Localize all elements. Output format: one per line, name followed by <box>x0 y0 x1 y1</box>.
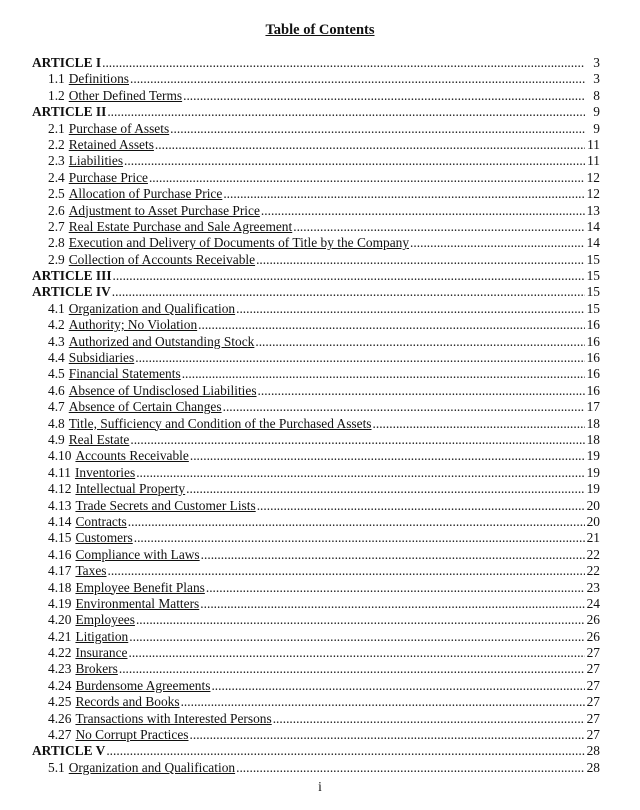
toc-section-entry[interactable] <box>32 760 600 776</box>
toc-page-number: 28 <box>586 759 600 775</box>
toc-section-number: 4.13 <box>48 497 72 513</box>
toc-section-entry[interactable] <box>32 612 600 628</box>
toc-section-entry[interactable] <box>32 121 600 137</box>
dot-leader <box>155 137 585 153</box>
dot-leader <box>136 612 585 628</box>
toc-section-number: 4.5 <box>48 366 65 382</box>
toc-page-number: 14 <box>586 218 600 234</box>
toc-section-entry[interactable] <box>32 727 600 743</box>
toc-section-link[interactable]: Liabilities <box>68 153 124 169</box>
toc-page-number: 27 <box>586 661 600 677</box>
toc-section-link[interactable]: Organization and Qualification <box>68 759 236 775</box>
toc-section-link[interactable]: Other Defined Terms <box>68 87 183 103</box>
toc-section-link[interactable]: Collection of Accounts Receivable <box>68 251 256 267</box>
toc-page-number: 16 <box>586 333 600 349</box>
toc-section-link[interactable]: Brokers <box>75 661 118 677</box>
toc-section-link[interactable]: Trade Secrets and Customer Lists <box>75 497 256 513</box>
toc-section-entry[interactable] <box>32 432 600 448</box>
toc-section-entry[interactable] <box>32 465 600 481</box>
toc-page-number: 27 <box>586 710 600 726</box>
toc-section-entry[interactable] <box>32 563 600 579</box>
toc-section-link[interactable]: Taxes <box>75 563 107 579</box>
toc-page-number: 12 <box>586 186 600 202</box>
toc-section-entry[interactable] <box>32 629 600 645</box>
toc-page-number: 18 <box>586 431 600 447</box>
toc-page-number: 3 <box>593 55 600 70</box>
toc-section-number: 4.12 <box>48 481 72 497</box>
dot-leader <box>102 55 585 71</box>
toc-page-number: 20 <box>586 497 600 513</box>
toc-article-entry[interactable] <box>32 55 600 71</box>
toc-section-link[interactable]: Organization and Qualification <box>68 300 236 316</box>
toc-section-link[interactable]: Definitions <box>68 71 130 87</box>
toc-section-link[interactable]: Execution and Delivery of Documents of Title by the Company <box>68 235 410 251</box>
toc-section-entry[interactable] <box>32 252 600 268</box>
toc-page-number: 23 <box>586 579 600 595</box>
toc-section-link[interactable]: Employees <box>75 612 135 628</box>
toc-article-label: ARTICLE IV <box>32 284 111 300</box>
toc-page-number: 22 <box>586 563 600 579</box>
toc-page-number: 19 <box>586 464 600 480</box>
toc-section-entry[interactable] <box>32 645 600 661</box>
toc-page-number: 19 <box>586 448 600 464</box>
dot-leader <box>135 350 585 366</box>
toc-section-link[interactable]: Subsidiaries <box>68 350 135 366</box>
toc-section-number: 4.14 <box>48 513 72 529</box>
dot-leader <box>190 727 586 743</box>
toc-section-entry[interactable] <box>32 203 600 219</box>
toc-page-number: 24 <box>586 595 600 611</box>
toc-section-number: 4.22 <box>48 645 72 661</box>
dot-leader <box>201 547 585 563</box>
toc-section-number: 2.5 <box>48 186 65 202</box>
toc-article-entry[interactable] <box>32 268 600 284</box>
toc-section-entry[interactable] <box>32 88 600 104</box>
toc-section-number: 4.19 <box>48 595 72 611</box>
dot-leader <box>257 498 585 514</box>
toc-section-number: 4.11 <box>48 464 71 480</box>
dot-leader <box>198 317 585 333</box>
toc-page-number: 18 <box>586 415 600 431</box>
toc-page-number: 15 <box>586 268 600 284</box>
toc-page-number: 27 <box>586 645 600 661</box>
dot-leader <box>113 268 585 284</box>
toc-section-link[interactable]: Burdensome Agreements <box>75 677 211 693</box>
dot-leader <box>106 743 585 759</box>
toc-section-link[interactable]: Financial Statements <box>68 366 181 382</box>
toc-page-number: 27 <box>586 694 600 710</box>
dot-leader <box>129 629 585 645</box>
dot-leader <box>130 71 585 87</box>
dot-leader <box>107 563 585 579</box>
dot-leader <box>112 284 585 300</box>
dot-leader <box>206 580 585 596</box>
toc-section-number: 4.16 <box>48 546 72 562</box>
dot-leader <box>124 153 585 169</box>
toc-section-number: 5.1 <box>48 759 65 775</box>
toc-page-number: 27 <box>586 677 600 693</box>
dot-leader <box>170 121 585 137</box>
toc-section-entry[interactable] <box>32 301 600 317</box>
toc-section-number: 4.6 <box>48 382 65 398</box>
toc-page-number: 13 <box>586 202 600 218</box>
dot-leader <box>183 88 585 104</box>
toc-section-link[interactable]: Transactions with Interested Persons <box>75 710 272 726</box>
dot-leader <box>236 760 585 776</box>
toc-section-number: 4.10 <box>48 448 72 464</box>
dot-leader <box>149 170 585 186</box>
dot-leader <box>128 514 585 530</box>
toc-section-entry[interactable] <box>32 170 600 186</box>
toc-section-entry[interactable] <box>32 71 600 87</box>
toc-section-link[interactable]: Authority; No Violation <box>68 317 198 333</box>
toc-section-link[interactable]: Records and Books <box>75 694 180 710</box>
toc-page-number: 9 <box>593 120 600 136</box>
dot-leader <box>373 416 585 432</box>
toc-page-number: 11 <box>587 136 600 152</box>
toc-article-label: ARTICLE II <box>32 104 107 120</box>
toc-article-entry[interactable] <box>32 104 600 120</box>
toc-section-entry[interactable] <box>32 514 600 530</box>
dot-leader <box>190 448 585 464</box>
dot-leader <box>255 334 585 350</box>
toc-page-number: 28 <box>586 743 600 759</box>
toc-section-link[interactable]: Absence of Certain Changes <box>68 399 222 415</box>
toc-section-entry[interactable] <box>32 399 600 415</box>
page-title: Table of Contents <box>265 22 375 38</box>
dot-leader <box>273 711 585 727</box>
toc-section-link[interactable]: Environmental Matters <box>75 595 200 611</box>
toc-page-number: 15 <box>586 284 600 300</box>
toc-section-number: 2.7 <box>48 218 65 234</box>
toc-page-number: 8 <box>593 87 600 103</box>
toc-section-number: 2.9 <box>48 251 65 267</box>
toc-section-entry[interactable] <box>32 596 600 612</box>
toc-article-entry[interactable] <box>32 743 600 759</box>
toc-page-number: 3 <box>593 71 600 87</box>
toc-page-number: 15 <box>586 251 600 267</box>
toc-article-label: ARTICLE I <box>32 55 102 70</box>
toc-page-number: 26 <box>586 628 600 644</box>
toc-section-link[interactable]: Adjustment to Asset Purchase Price <box>68 202 260 218</box>
page-number-footer: i <box>318 779 322 794</box>
toc-section-number: 4.3 <box>48 333 65 349</box>
toc-section-number: 2.8 <box>48 235 65 251</box>
toc-section-link[interactable]: Real Estate <box>68 431 130 447</box>
toc-page-number: 17 <box>586 399 600 415</box>
toc-section-link[interactable]: Accounts Receivable <box>75 448 189 464</box>
toc-section-number: 4.21 <box>48 628 72 644</box>
toc-section-number: 4.9 <box>48 431 65 447</box>
toc-section-number: 4.23 <box>48 661 72 677</box>
toc-section-link[interactable]: Real Estate Purchase and Sale Agreement <box>68 218 293 234</box>
toc-section-link[interactable]: Title, Sufficiency and Condition of the Purchased Assets <box>68 415 372 431</box>
toc-section-number: 1.1 <box>48 71 65 87</box>
dot-leader <box>182 366 585 382</box>
toc-section-number: 2.1 <box>48 120 65 136</box>
toc-section-link[interactable]: Purchase of Assets <box>68 120 170 136</box>
toc-section-number: 4.7 <box>48 399 65 415</box>
toc-section-link[interactable]: Intellectual Property <box>75 481 186 497</box>
dot-leader <box>200 596 585 612</box>
toc-section-link[interactable]: Retained Assets <box>68 136 154 152</box>
toc-section-number: 4.18 <box>48 579 72 595</box>
toc-section-link[interactable]: Absence of Undisclosed Liabilities <box>68 382 257 398</box>
toc-section-entry[interactable] <box>32 317 600 333</box>
toc-section-number: 4.24 <box>48 677 72 693</box>
dot-leader <box>236 301 585 317</box>
toc-page-number: 12 <box>586 169 600 185</box>
dot-leader <box>130 432 585 448</box>
toc-article-label: ARTICLE III <box>32 268 112 284</box>
dot-leader <box>128 645 585 661</box>
toc-page-number: 16 <box>586 366 600 382</box>
toc-section-entry[interactable] <box>32 137 600 153</box>
toc-page-number: 20 <box>586 513 600 529</box>
toc-page-number: 26 <box>586 612 600 628</box>
toc-section-entry[interactable] <box>32 530 600 546</box>
toc-section-entry[interactable] <box>32 498 600 514</box>
toc-section-link[interactable]: Contracts <box>75 513 127 529</box>
toc-section-number: 1.2 <box>48 87 65 103</box>
toc-section-entry[interactable] <box>32 366 600 382</box>
toc-section-entry[interactable] <box>32 235 600 251</box>
toc-section-link[interactable]: Allocation of Purchase Price <box>68 186 223 202</box>
dot-leader <box>258 383 585 399</box>
toc-page-number: 16 <box>586 317 600 333</box>
toc-section-number: 4.26 <box>48 710 72 726</box>
toc-section-entry[interactable] <box>32 219 600 235</box>
toc-section-number: 4.20 <box>48 612 72 628</box>
toc-article-label: ARTICLE V <box>32 743 106 759</box>
toc-section-number: 2.4 <box>48 169 65 185</box>
toc-page-number: 21 <box>586 530 600 546</box>
toc-page-number: 22 <box>586 546 600 562</box>
toc-section-number: 2.6 <box>48 202 65 218</box>
toc-page-number: 15 <box>586 300 600 316</box>
toc-section-number: 4.1 <box>48 300 65 316</box>
dot-leader <box>181 694 585 710</box>
dot-leader <box>293 219 585 235</box>
dot-leader <box>107 104 585 120</box>
toc-section-entry[interactable] <box>32 661 600 677</box>
toc-section-entry[interactable] <box>32 334 600 350</box>
dot-leader <box>211 678 585 694</box>
dot-leader <box>136 465 585 481</box>
toc-section-link[interactable]: Purchase Price <box>68 169 148 185</box>
dot-leader <box>256 252 585 268</box>
toc-section-number: 4.15 <box>48 530 72 546</box>
toc-section-entry[interactable] <box>32 153 600 169</box>
toc-section-entry[interactable] <box>32 678 600 694</box>
toc-section-number: 4.8 <box>48 415 65 431</box>
toc-section-entry[interactable] <box>32 711 600 727</box>
toc-section-entry[interactable] <box>32 580 600 596</box>
toc-section-link[interactable]: Compliance with Laws <box>75 546 200 562</box>
dot-leader <box>119 661 585 677</box>
toc-page-number: 19 <box>586 481 600 497</box>
toc-section-entry[interactable] <box>32 383 600 399</box>
toc-section-link[interactable]: No Corrupt Practices <box>75 727 189 743</box>
toc-page-number: 27 <box>586 727 600 743</box>
toc-section-entry[interactable] <box>32 481 600 497</box>
table-of-contents <box>32 55 600 776</box>
toc-page-number: 11 <box>587 153 600 169</box>
toc-section-entry[interactable] <box>32 694 600 710</box>
toc-section-number: 4.27 <box>48 727 72 743</box>
dot-leader <box>134 530 585 546</box>
dot-leader <box>223 186 585 202</box>
toc-section-link[interactable]: Litigation <box>75 628 129 644</box>
toc-page-number: 16 <box>586 350 600 366</box>
toc-section-link[interactable]: Insurance <box>75 645 128 661</box>
toc-section-link[interactable]: Customers <box>75 530 133 546</box>
toc-section-entry[interactable] <box>32 350 600 366</box>
toc-section-link[interactable]: Inventories <box>74 464 136 480</box>
toc-section-number: 4.25 <box>48 694 72 710</box>
toc-section-entry[interactable] <box>32 416 600 432</box>
toc-section-number: 4.4 <box>48 350 65 366</box>
dot-leader <box>261 203 585 219</box>
toc-section-link[interactable]: Employee Benefit Plans <box>75 579 205 595</box>
toc-section-number: 4.17 <box>48 563 72 579</box>
toc-section-link[interactable]: Authorized and Outstanding Stock <box>68 333 255 349</box>
toc-section-number: 2.3 <box>48 153 65 169</box>
toc-section-number: 4.2 <box>48 317 65 333</box>
dot-leader <box>186 481 585 497</box>
toc-section-entry[interactable] <box>32 547 600 563</box>
toc-page-number: 9 <box>593 104 600 120</box>
toc-page-number: 14 <box>586 235 600 251</box>
toc-page-number: 16 <box>586 382 600 398</box>
toc-section-entry[interactable] <box>32 186 600 202</box>
dot-leader <box>223 399 585 415</box>
toc-section-entry[interactable] <box>32 448 600 464</box>
dot-leader <box>410 235 585 251</box>
toc-article-entry[interactable] <box>32 284 600 300</box>
toc-section-number: 2.2 <box>48 136 65 152</box>
